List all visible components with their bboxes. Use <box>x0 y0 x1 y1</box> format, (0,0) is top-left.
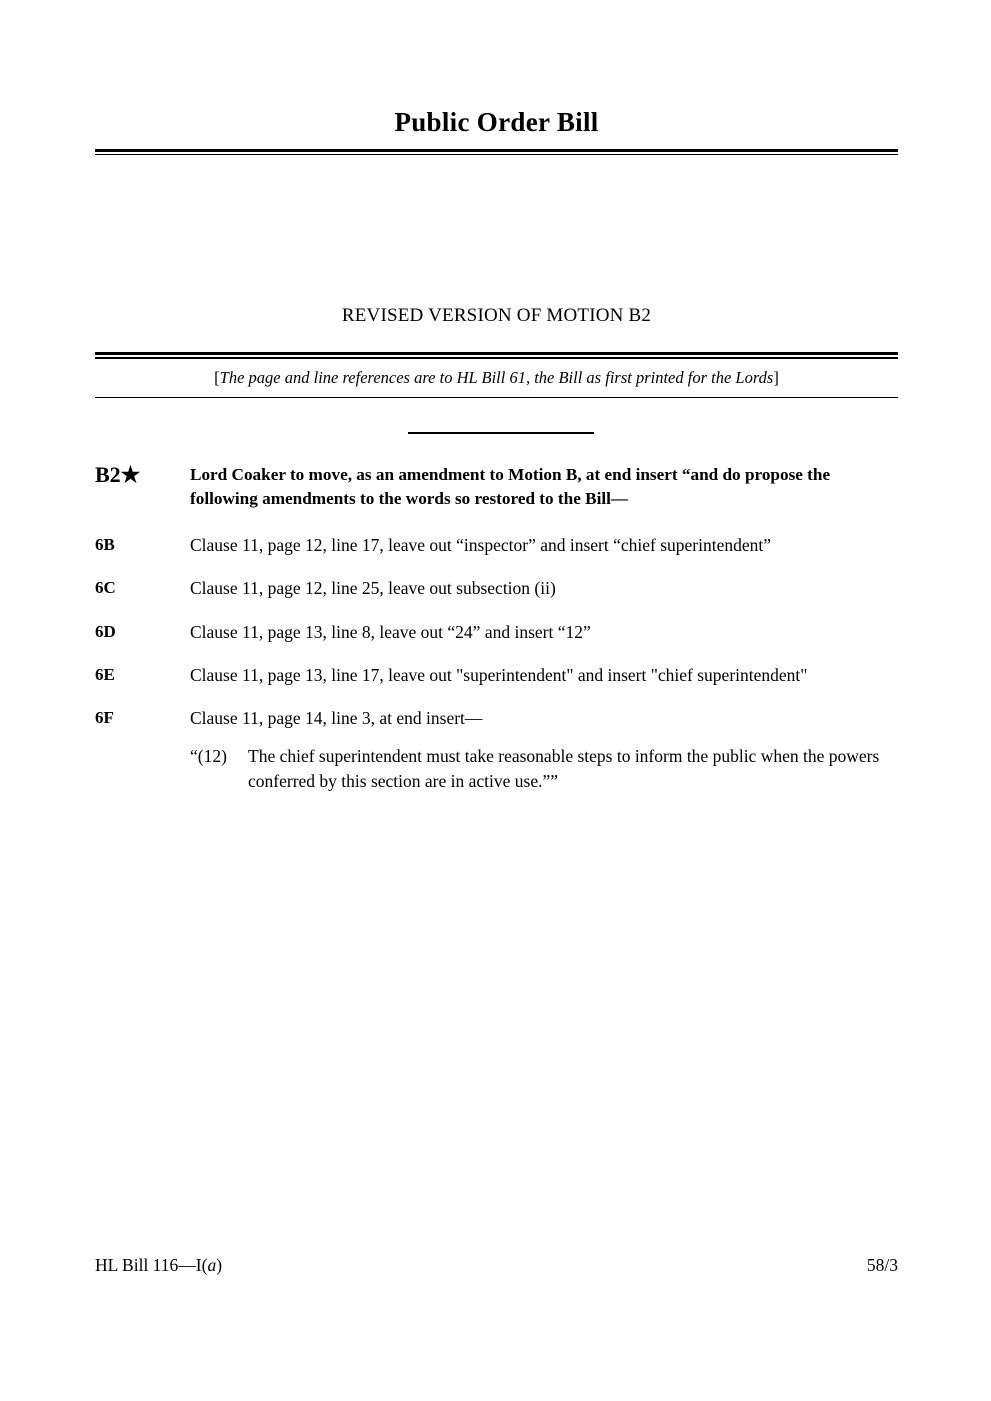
amendment-text: Clause 11, page 13, line 8, leave out “24” and insert “12” <box>190 621 591 642</box>
motion-heading: REVISED VERSION OF MOTION B2 <box>341 305 652 327</box>
footer-page-number: 58/3 <box>866 1255 898 1275</box>
amendment-text: Clause 11, page 14, line 3, at end insert— <box>190 708 483 729</box>
page-content <box>95 0 898 813</box>
subparagraph-marker: “(12) <box>190 746 227 767</box>
note-close-bracket: ] <box>773 367 779 387</box>
footer-bill-reference <box>95 1255 222 1276</box>
footer-bill-suffix: ) <box>216 1255 223 1275</box>
amendment-text: Clause 11, page 12, line 17, leave out “inspector” and insert “chief superintendent” <box>190 535 772 556</box>
amendment-row <box>95 621 898 644</box>
amendment-row <box>95 664 898 687</box>
page-title: Public Order Bill <box>394 107 599 137</box>
inserted-subparagraph <box>190 744 898 792</box>
reference-note <box>95 359 898 397</box>
note-text: The page and line references are to HL Bill 61, the Bill as first printed for the Lords <box>219 367 774 387</box>
footer-bill-italic: a <box>207 1255 217 1275</box>
section-divider-wrap <box>95 398 898 450</box>
amendment-marker: 6B <box>95 535 115 555</box>
amendment-row <box>95 577 898 600</box>
reference-note-band <box>95 352 898 398</box>
section-divider-rule <box>408 432 594 434</box>
subparagraph-text: The chief superintendent must take reasonable steps to inform the public when the powers conferred by this section are in active use.”” <box>248 746 880 791</box>
amendment-row <box>95 534 898 557</box>
amendment-marker: 6C <box>95 578 116 598</box>
note-open-bracket: [ <box>214 367 220 387</box>
amendment-row <box>95 707 898 793</box>
motion-marker: B2★ <box>95 462 141 488</box>
page-footer <box>95 1255 898 1276</box>
amendment-text: Clause 11, page 12, line 25, leave out subsection (ii) <box>190 578 556 599</box>
motion-row <box>95 463 898 510</box>
amendment-marker: 6F <box>95 708 114 728</box>
title-double-rule <box>95 149 898 156</box>
motion-text: Lord Coaker to move, as an amendment to Motion B, at end insert “and do propose the following amendments to the words so restored to the Bill— <box>190 465 831 508</box>
footer-bill-prefix: HL Bill 116—I( <box>95 1255 208 1275</box>
amendments-list <box>95 463 898 792</box>
amendment-text: Clause 11, page 13, line 17, leave out "superintendent" and insert "chief superintendent" <box>190 664 808 685</box>
amendment-text-block <box>190 707 898 793</box>
amendment-marker: 6E <box>95 664 115 684</box>
amendment-marker: 6D <box>95 621 116 641</box>
